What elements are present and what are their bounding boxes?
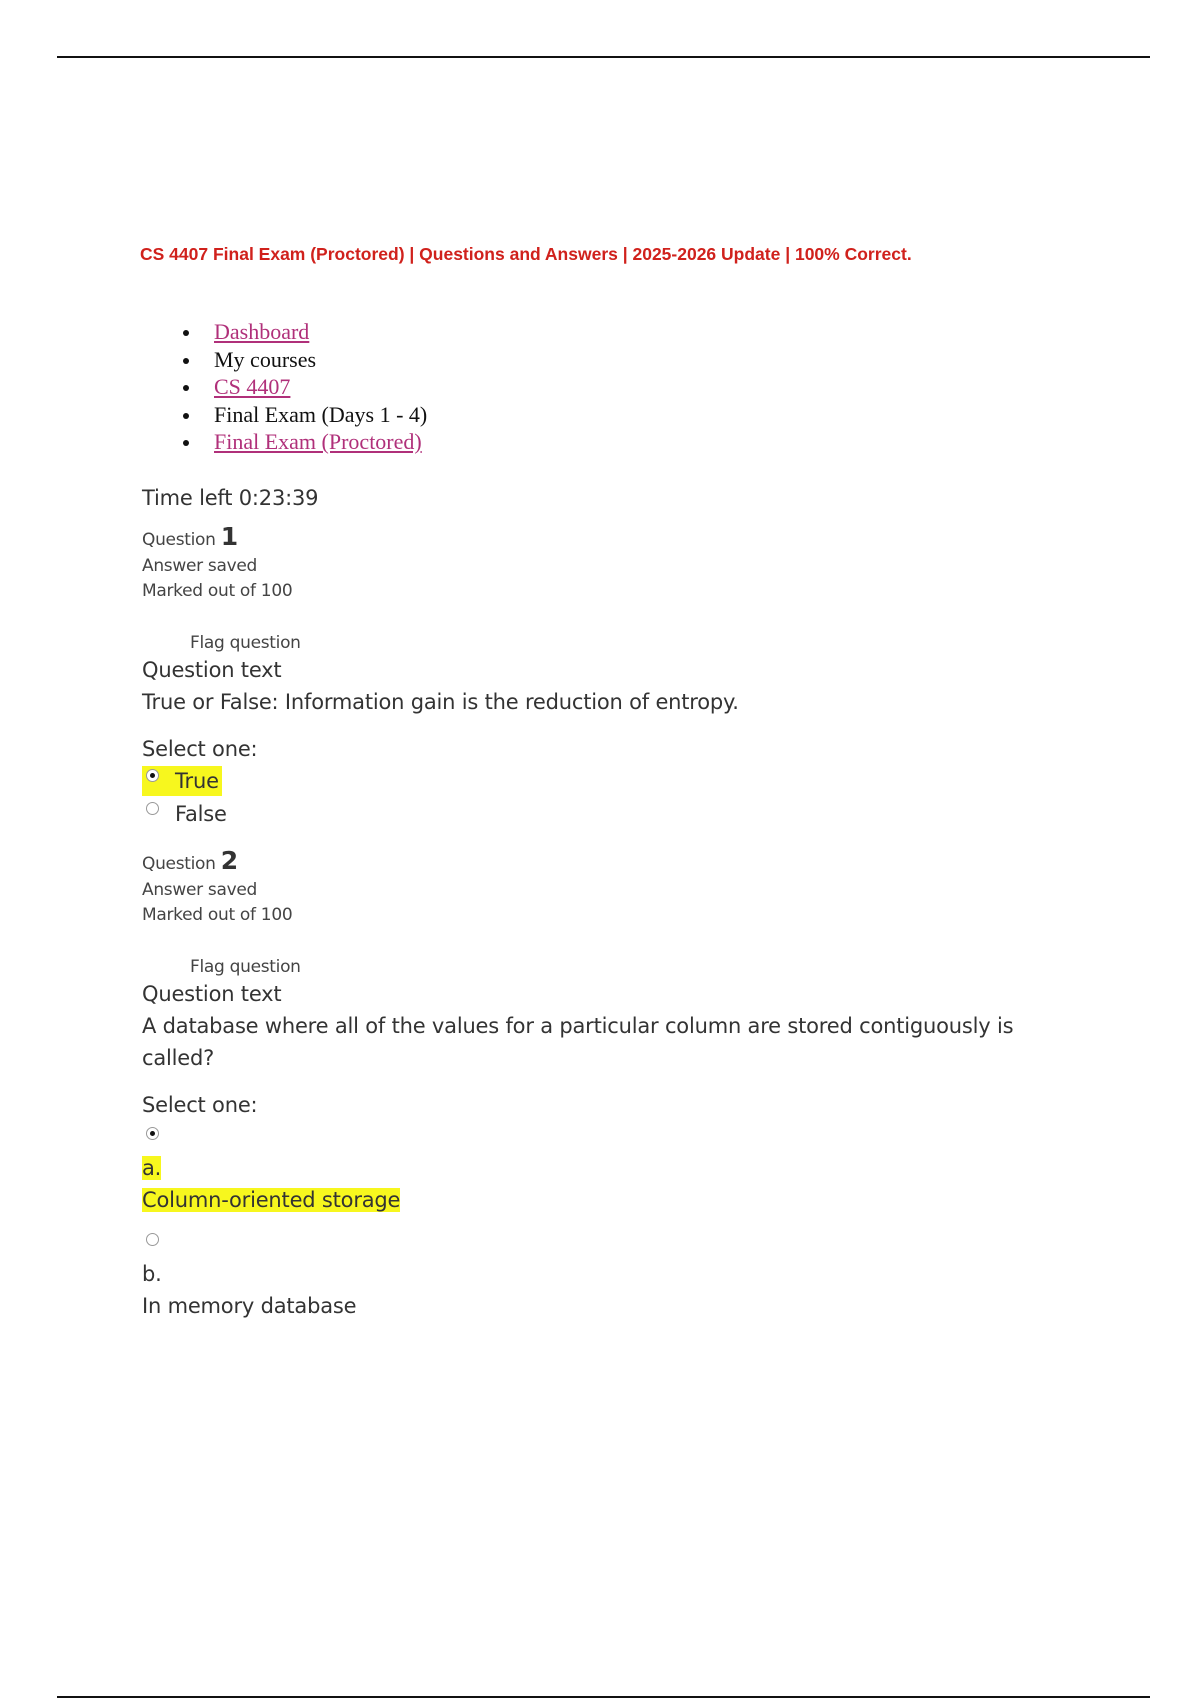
question-text-heading: Question text [142, 982, 282, 1006]
dashboard-link[interactable]: Dashboard [214, 319, 310, 344]
top-rule [57, 56, 1150, 58]
proctored-exam-link[interactable]: Final Exam (Proctored) [214, 429, 422, 454]
breadcrumb [183, 318, 427, 456]
question-text: True or False: Information gain is the reduction of entropy. [142, 690, 739, 714]
option-b-letter[interactable]: b. [142, 1262, 162, 1286]
answer-status: Answer saved [142, 556, 258, 576]
question-text-line-2: called? [142, 1046, 215, 1070]
answer-status: Answer saved [142, 880, 258, 900]
bottom-rule [57, 1696, 1150, 1698]
question-number: 2 [220, 846, 239, 875]
option-b-label[interactable]: In memory database [142, 1294, 357, 1318]
option-false-label[interactable]: False [175, 802, 227, 826]
option-false-radio[interactable] [146, 802, 159, 815]
flag-question-button[interactable]: Flag question [190, 957, 301, 977]
course-link[interactable]: CS 4407 [214, 374, 291, 399]
question-label: Question [142, 854, 216, 874]
question-2-header [142, 846, 238, 875]
option-a-label[interactable]: Column-oriented storage [142, 1188, 401, 1212]
breadcrumb-item-dashboard[interactable] [183, 318, 427, 346]
question-label: Question [142, 530, 216, 550]
question-text-line-1: A database where all of the values for a particular column are stored contiguously is [142, 1014, 1014, 1038]
marks: Marked out of 100 [142, 581, 293, 601]
select-one-prompt: Select one: [142, 1093, 258, 1117]
option-a-radio[interactable] [146, 1127, 159, 1140]
final-exam-text: Final Exam (Days 1 - 4) [214, 401, 428, 427]
marks: Marked out of 100 [142, 905, 293, 925]
question-1-header [142, 522, 238, 551]
breadcrumb-item-proctored[interactable] [183, 428, 427, 456]
option-true-radio[interactable] [146, 769, 159, 782]
breadcrumb-item-final-exam [183, 401, 427, 429]
flag-question-button[interactable]: Flag question [190, 633, 301, 653]
option-true-label[interactable]: True [175, 769, 219, 793]
my-courses-text: My courses [214, 346, 317, 372]
breadcrumb-item-course[interactable] [183, 373, 427, 401]
breadcrumb-item-my-courses [183, 346, 427, 374]
question-text-heading: Question text [142, 658, 282, 682]
select-one-prompt: Select one: [142, 737, 258, 761]
option-b-radio[interactable] [146, 1233, 159, 1246]
question-number: 1 [220, 522, 239, 551]
document-title: CS 4407 Final Exam (Proctored) | Questions and Answers | 2025-2026 Update | 100% Correct. [140, 244, 912, 264]
option-a-letter[interactable]: a. [142, 1156, 162, 1180]
time-left: Time left 0:23:39 [142, 486, 319, 510]
